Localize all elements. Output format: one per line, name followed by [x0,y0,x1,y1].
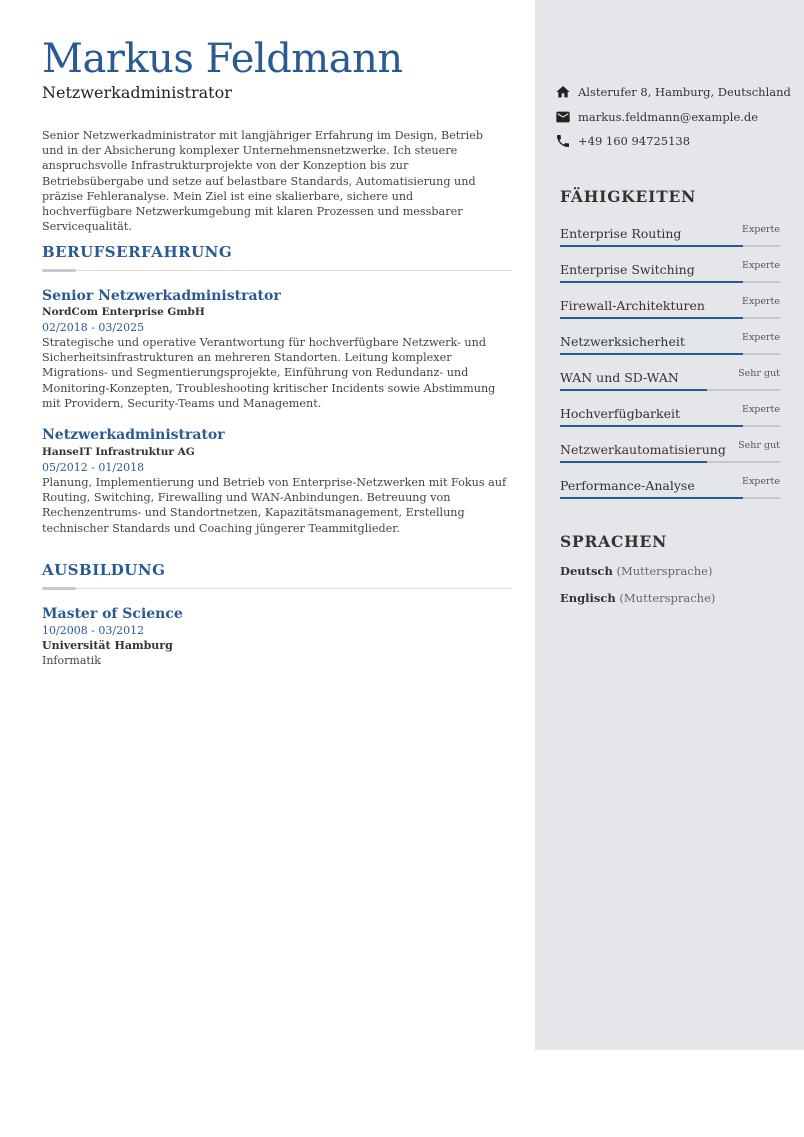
skill-level: Experte [742,404,780,415]
candidate-role: Netzwerkadministrator [42,83,232,102]
job-company: HanseIT Infrastruktur AG [42,446,195,458]
skill-item [560,298,780,328]
experience-divider-accent [42,269,76,272]
language-item [560,564,712,578]
skill-bar-fill [560,497,743,499]
skill-name: Firewall-Architekturen [560,298,705,313]
language-name: Deutsch [560,564,613,578]
education-field: Informatik [42,654,101,667]
job-title: Senior Netzwerkadministrator [42,288,281,304]
skill-item [560,262,780,292]
skill-item [560,226,780,256]
skill-item [560,478,780,508]
language-level: (Muttersprache) [619,591,716,605]
skill-level: Sehr gut [738,440,780,451]
mail-icon [555,109,571,125]
skill-level: Experte [742,224,780,235]
skill-item [560,334,780,364]
experience-section-title: BERUFSERFAHRUNG [42,243,233,261]
skill-item [560,370,780,400]
skill-level: Experte [742,332,780,343]
skill-bar-track [560,353,780,355]
skill-bar-track [560,281,780,283]
skill-bar-fill [560,425,743,427]
skill-level: Experte [742,260,780,271]
skill-name: Netzwerkautomatisierung [560,442,726,457]
skill-name: Enterprise Switching [560,262,695,277]
skill-bar-track [560,389,780,391]
skill-bar-fill [560,245,743,247]
skill-name: Netzwerksicherheit [560,334,685,349]
education-section-title: AUSBILDUNG [42,561,166,579]
education-divider-accent [42,587,76,590]
skill-bar-fill [560,461,707,463]
skill-item [560,442,780,472]
job-description: Planung, Implementierung und Betrieb von Enterprise-Netzwerken mit Fokus auf Routing, Switching, Firewalling und WAN-Anbindungen. Betreuung von Rechenzentrums- und Standortnetzen, Kapazitätsmanagement, Erstellung technischer Standards und Coaching jüngerer Teammitglieder. [42,476,507,535]
language-level: (Muttersprache) [616,564,713,578]
degree-title: Master of Science [42,606,183,622]
education-divider [42,588,512,589]
home-icon [555,84,571,100]
skill-level: Sehr gut [738,368,780,379]
phone-icon [555,133,571,149]
experience-divider [42,270,512,271]
skill-level: Experte [742,476,780,487]
job-company: NordCom Enterprise GmbH [42,306,205,318]
phone-text[interactable]: +49 160 94725138 [578,134,691,148]
job-description: Strategische und operative Verantwortung für hochverfügbare Netzwerk- und Sicherheitsinfrastrukturen an mehreren Standorten. Leitung komplexer Migrations- und Segmentierungsprojekte, Einführung von Redundanz- und Monitoring-Konzepten, Troubleshooting kritischer Incidents sowie Abstimmung mit Providern, Security-Teams und Management. [42,336,496,410]
skill-name: Hochverfügbarkeit [560,406,681,421]
skill-name: Enterprise Routing [560,226,682,241]
skill-bar-track [560,461,780,463]
job-date: 05/2012 - 01/2018 [42,461,145,474]
skill-bar-fill [560,353,743,355]
skill-name: Performance-Analyse [560,478,695,493]
skill-bar-track [560,425,780,427]
skill-bar-fill [560,317,743,319]
education-date: 10/2008 - 03/2012 [42,624,145,637]
languages-section-title: SPRACHEN [560,532,668,551]
skill-item [560,406,780,436]
contact-email[interactable] [555,109,758,125]
skill-bar-fill [560,281,743,283]
profile-summary: Senior Netzwerkadministrator mit langjähriger Erfahrung im Design, Betrieb und in der Absicherung komplexer Unternehmensnetzwerke. Ich steuere anspruchsvolle Infrastrukturprojekte von der Konzeption bis zur Betriebsübergabe und setze auf belastbare Standards, Automatisierung und präzise Fehleranalyse. Mein Ziel ist eine skalierbare, sichere und hochverfügbare Netzwerkumgebung mit klaren Prozessen und messbarer Servicequalität. [42,129,484,234]
candidate-name: Markus Feldmann [42,36,403,82]
skill-name: WAN und SD-WAN [560,370,679,385]
skill-level: Experte [742,296,780,307]
skill-bar-fill [560,389,707,391]
email-text[interactable]: markus.feldmann@example.de [578,110,759,124]
skill-bar-track [560,317,780,319]
contact-phone[interactable] [555,133,690,149]
language-item [560,591,715,605]
skills-section-title: FÄHIGKEITEN [560,187,697,206]
address-text: Alsterufer 8, Hamburg, Deutschland [578,85,791,99]
education-school: Universität Hamburg [42,639,173,652]
skill-bar-track [560,245,780,247]
language-name: Englisch [560,591,616,605]
job-title: Netzwerkadministrator [42,427,225,443]
skill-bar-track [560,497,780,499]
contact-address [555,84,791,100]
job-date: 02/2018 - 03/2025 [42,321,145,334]
sidebar-background [535,0,804,1050]
